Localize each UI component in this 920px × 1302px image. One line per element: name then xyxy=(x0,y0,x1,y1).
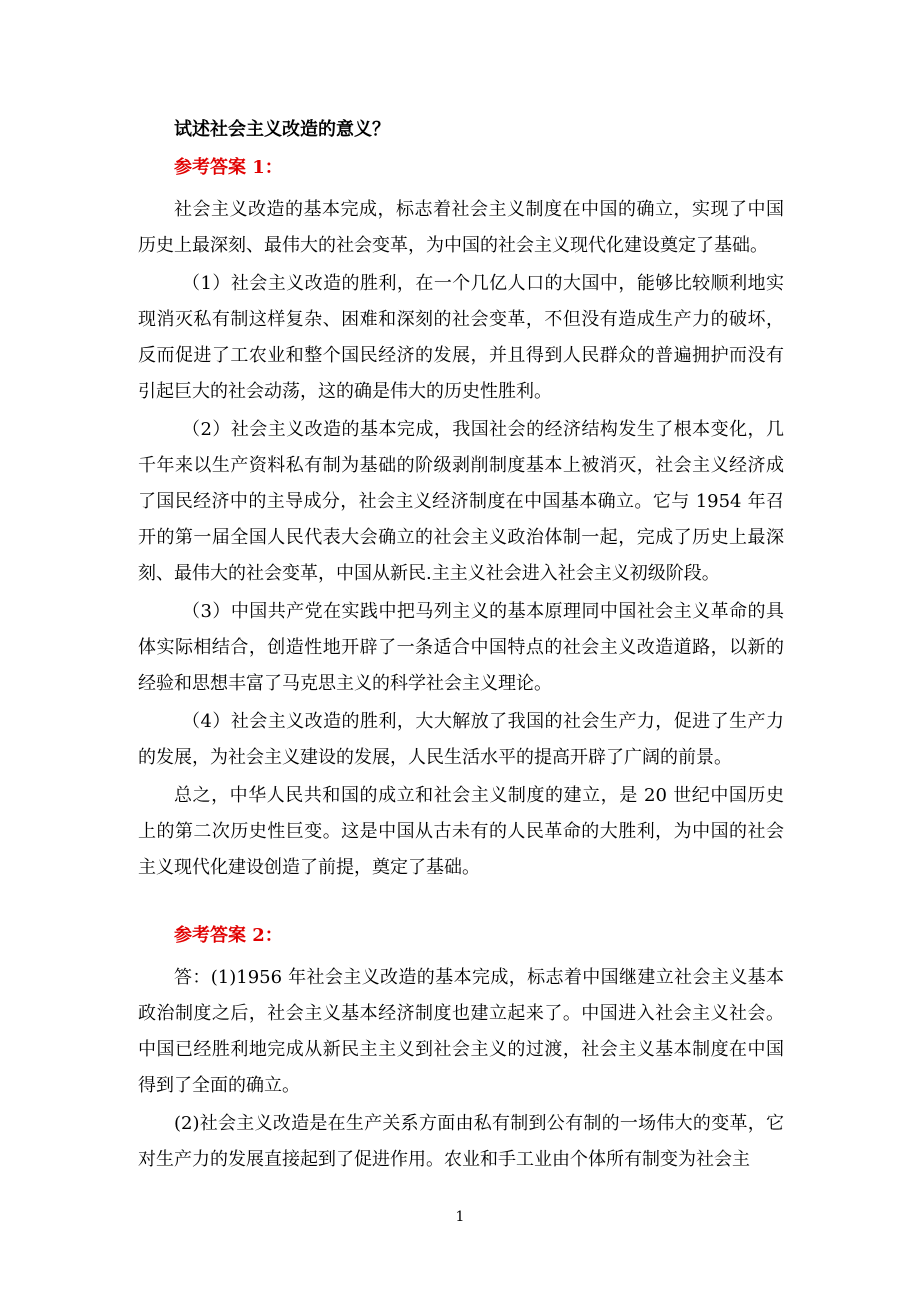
page-number: 1 xyxy=(455,1209,465,1225)
answer-1-paragraph-point-1: （1）社会主义改造的胜利，在一个几亿人口的大国中，能够比较顺利地实现消灭私有制这样复杂、困难和深刻的社会变革，不但没有造成生产力的破坏，反而促进了工农业和整个国民经济的发展，并且得到人民群众的普遍拥护而没有引起巨大的社会动荡，这的确是伟大的历史性胜利。 xyxy=(138,273,784,402)
answer-1-paragraph-intro: 社会主义改造的基本完成，标志着社会主义制度在中国的确立，实现了中国历史上最深刻、最伟大的社会变革，为中国的社会主义现代化建设奠定了基础。 xyxy=(138,199,784,256)
answer-1-paragraph-conclusion: 总之，中华人民共和国的成立和社会主义制度的建立，是 20 世纪中国历史上的第二次历史性巨变。这是中国从古未有的人民革命的大胜利，为中国的社会主义现代化建设创造了前提，奠定了基础。 xyxy=(138,785,784,878)
answer-2-label: 参考答案 2： xyxy=(174,925,283,946)
answer-1-paragraph-point-2: （2）社会主义改造的基本完成，我国社会的经济结构发生了根本变化，几千年来以生产资料私有制为基础的阶级剥削制度基本上被消灭，社会主义经济成了国民经济中的主导成分，社会主义经济制度在中国基本确立。它与 1954 年召开的第一届全国人民代表大会确立的社会主义政治体制一起，完成了历史上最深刻、最伟大的社会变革，中国从新民.主主义社会进入社会主义初级阶段。 xyxy=(138,419,784,584)
answer-1-label: 参考答案 1： xyxy=(174,157,283,178)
answer-2-paragraph-point-2: (2)社会主义改造是在生产关系方面由私有制到公有制的一场伟大的变革，它对生产力的发展直接起到了促进作用。农业和手工业由个体所有制变为社会主 xyxy=(138,1113,784,1170)
section-spacer xyxy=(138,888,784,922)
question-title: 试述社会主义改造的意义？ xyxy=(174,119,390,140)
answer-2-paragraph-point-1: 答：(1)1956 年社会主义改造的基本完成，标志着中国继建立社会主义基本政治制度之后，社会主义基本经济制度也建立起来了。中国进入社会主义社会。中国已经胜利地完成从新民主主义到社会主义的过渡，社会主义基本制度在中国得到了全面的确立。 xyxy=(138,967,784,1096)
answer-1-paragraph-point-3: （3）中国共产党在实践中把马列主义的基本原理同中国社会主义革命的具体实际相结合，创造性地开辟了一条适合中国特点的社会主义改造道路，以新的经验和思想丰富了马克思主义的科学社会主义理论。 xyxy=(138,601,784,694)
document-body xyxy=(138,116,784,1180)
answer-1-paragraph-point-4: （4）社会主义改造的胜利，大大解放了我国的社会生产力，促进了生产力的发展，为社会主义建设的发展，人民生活水平的提高开辟了广阔的前景。 xyxy=(138,711,784,768)
